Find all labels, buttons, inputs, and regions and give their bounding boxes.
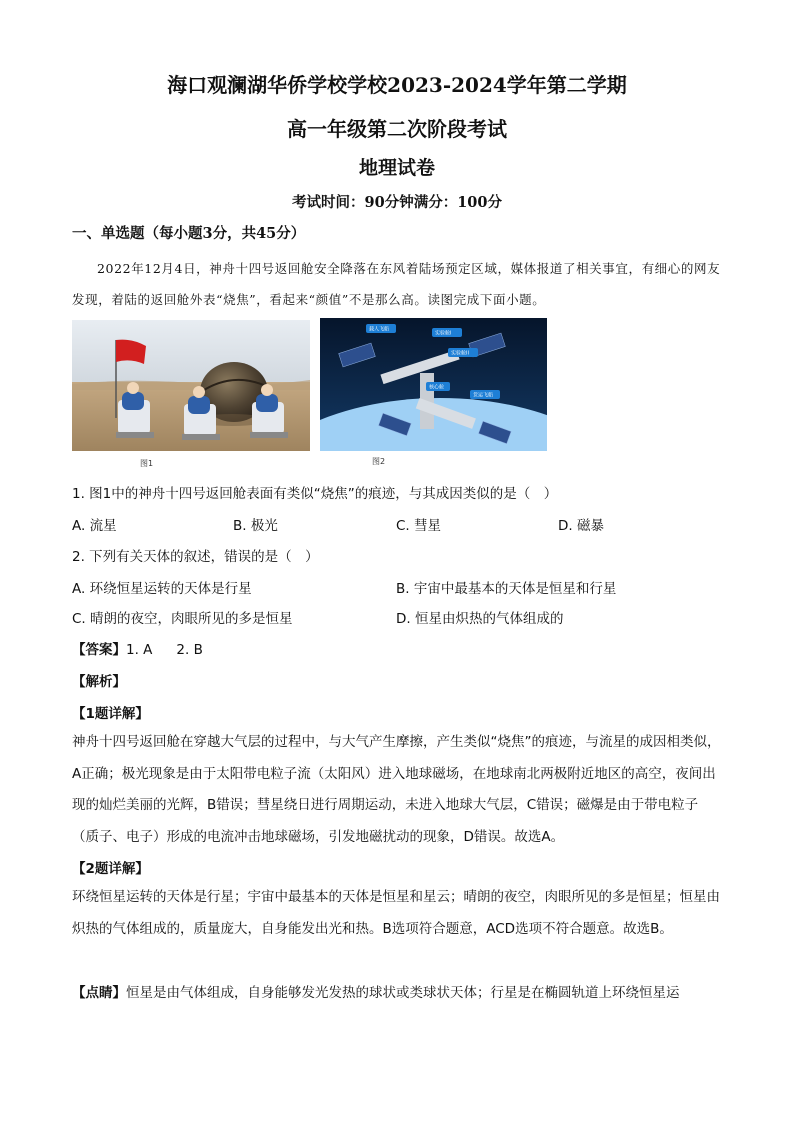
question-2-option-a: A. 环绕恒星运转的天体是行星 [72, 581, 252, 597]
question-1-stem: 1. 图1中的神舟十四号返回舱表面有类似“烧焦”的痕迹，与其成因类似的是（ ） [72, 486, 558, 502]
question-2-stem: 2. 下列有关天体的叙述，错误的是（ ） [72, 549, 319, 565]
detail-2-text: 环绕恒星运转的天体是行星；宇宙中最基本的天体是恒星和星云；晴朗的夜空，肉眼所见的多是恒星；恒星由炽热的气体组成的，质量庞大，自身能发出光和热。B选项符合题意，ACD选项不符合题意。故选B。 [72, 889, 720, 937]
question-1-option-b: B. 极光 [233, 518, 278, 534]
figure-1-landing-photo [72, 320, 310, 451]
answer-2: 2. B [176, 642, 203, 658]
question-2-option-b: B. 宇宙中最基本的天体是恒星和行星 [396, 581, 617, 597]
space-station-illustration [320, 318, 547, 451]
exam-info: 考试时间：90分钟满分：100分 [292, 194, 502, 211]
detail-1-label: 【1题详解】 [72, 706, 149, 722]
question-1-option-a: A. 流星 [72, 518, 117, 534]
answer-line [72, 638, 203, 658]
answer-1: 1. A [126, 642, 153, 658]
label-lab-2: 实验舱II [451, 350, 469, 357]
subject-title: 地理试卷 [358, 157, 435, 179]
label-lab-1: 实验舱I [435, 330, 452, 337]
question-2-option-d: D. 恒星由炽热的气体组成的 [396, 611, 564, 627]
section-heading: 一、单选题（每小题3分，共45分） [72, 225, 306, 242]
answer-label: 【答案】 [72, 642, 126, 658]
label-core-module: 核心舱 [429, 384, 445, 391]
question-1-option-c: C. 彗星 [396, 518, 442, 534]
label-cargo-ship: 货运飞船 [473, 392, 494, 399]
label-crewed-ship: 载人飞船 [369, 326, 390, 333]
analysis-label: 【解析】 [72, 674, 126, 690]
figure-2-space-station [320, 318, 547, 451]
tip-paragraph [72, 978, 724, 1010]
figure-2-caption: 图2 [372, 457, 386, 466]
detail-2-label: 【2题详解】 [72, 861, 149, 877]
question-1-option-d: D. 磁暴 [558, 518, 604, 534]
question-2-option-c: C. 晴朗的夜空，肉眼所见的多是恒星 [72, 611, 293, 627]
question-intro: 2022年12月4日，神舟十四号返回舱安全降落在东风着陆场预定区域，媒体报道了相关事宜，有细心的网友发现，着陆的返回舱外表“烧焦”，看起来“颜值”不是那么高。读图完成下面小题。 [72, 261, 721, 307]
tip-text: 恒星是由气体组成，自身能够发光发热的球状或类球状天体；行星是在椭圆轨道上环绕恒星运 [126, 985, 680, 1001]
detail-1-text: 神舟十四号返回舱在穿越大气层的过程中，与大气产生摩擦，产生类似“烧焦”的痕迹，与流星的成因相类似，A正确；极光现象是由于太阳带电粒子流（太阳风）进入地球磁场，在地球南北两极附近地区的高空，夜间出现的灿烂美丽的光辉，B错误；彗星绕日进行周期运动，未进入地球大气层，C错误；磁爆是由于带电粒子（质子、电子）形成的电流冲击地球磁场，引发地磁扰动的现象，D错误。故选A。 [72, 734, 721, 845]
school-title: 海口观澜湖华侨学校学校2023-2024学年第二学期 [167, 73, 627, 97]
landing-illustration [72, 320, 310, 451]
exam-title: 高一年级第二次阶段考试 [287, 117, 507, 141]
tip-label: 【点睛】 [72, 985, 126, 1001]
figure-1-caption: 图1 [140, 459, 154, 468]
